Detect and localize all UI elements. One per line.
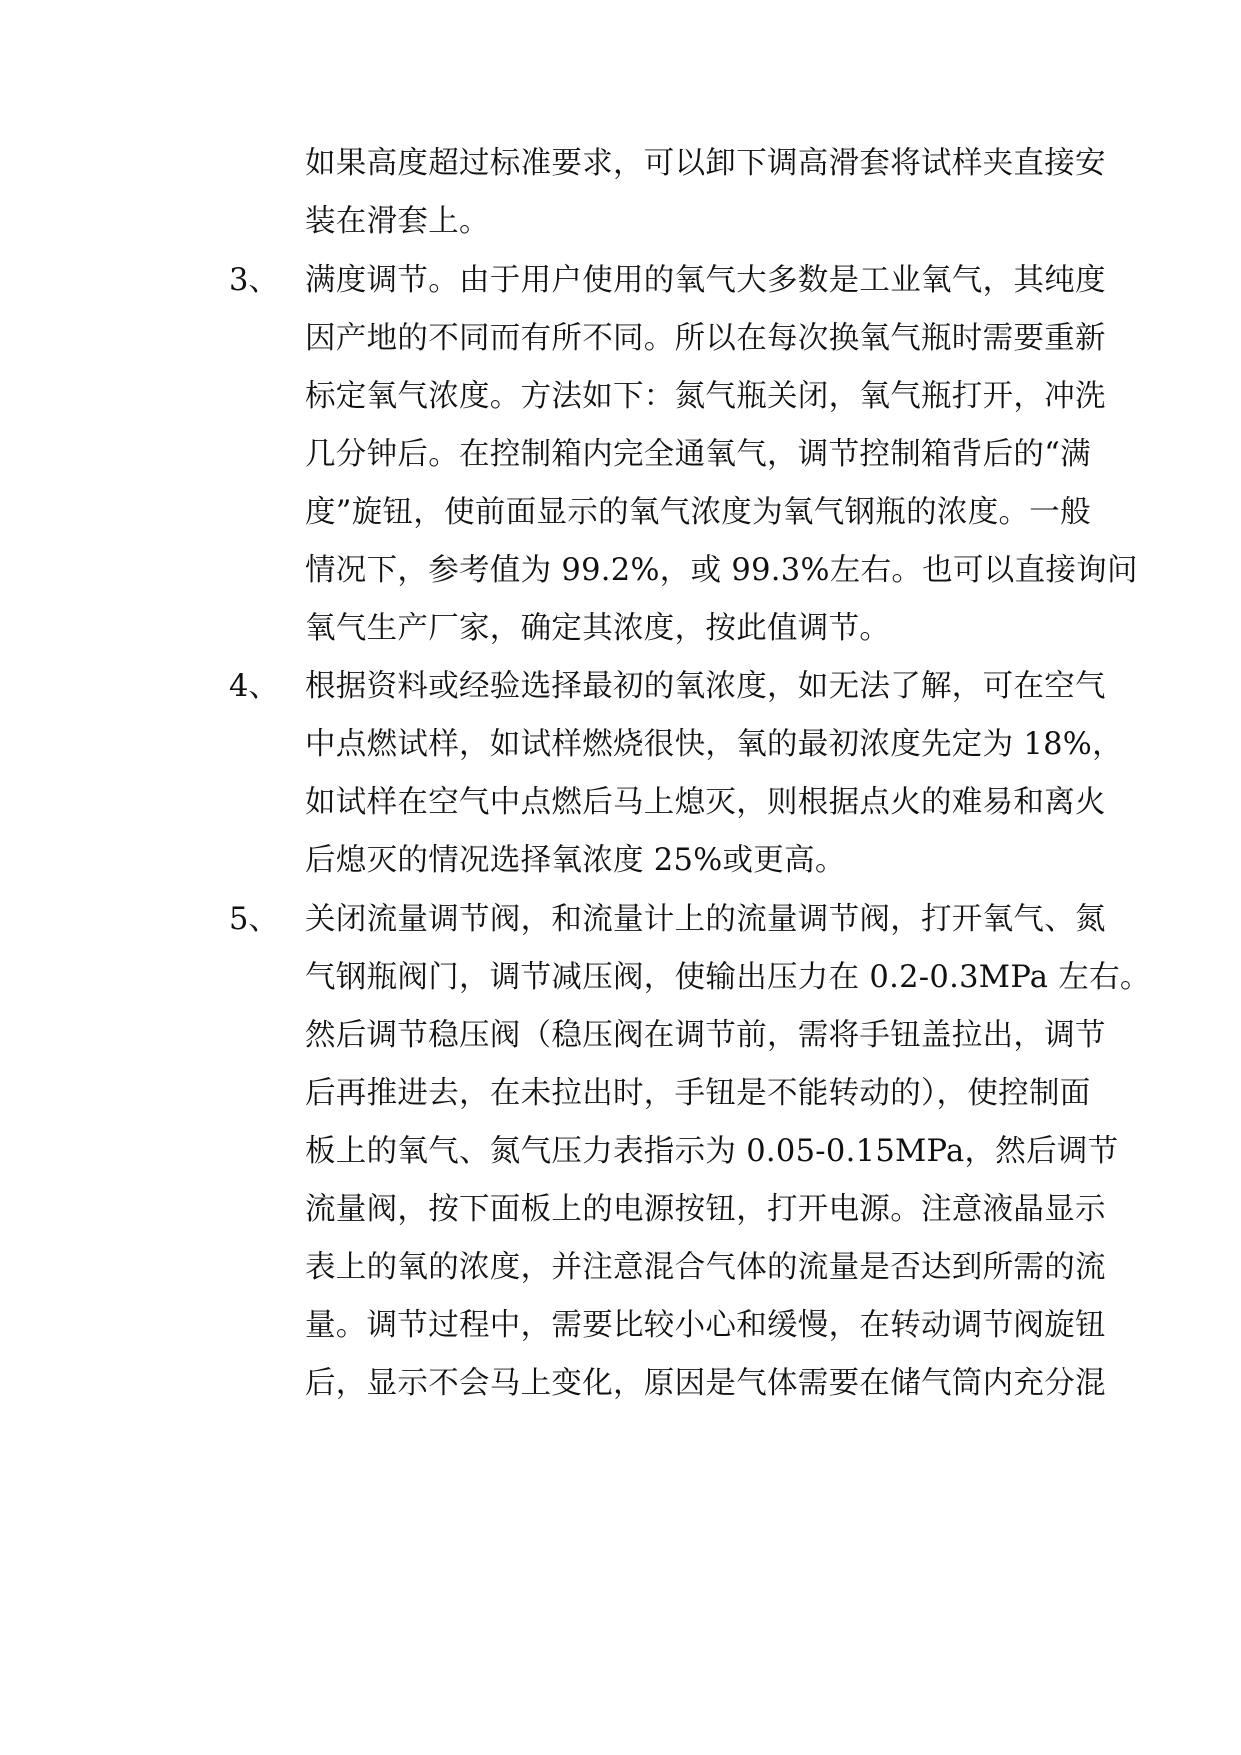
text-line: 情况下，参考值为 99.2%，或 99.3%左右。也可以直接询问: [305, 553, 1138, 588]
text-line: 关闭流量调节阀，和流量计上的流量调节阀，打开氧气、氮: [305, 902, 1106, 937]
text-line: 氧气生产厂家，确定其浓度，按此值调节。: [305, 611, 891, 646]
text-line: 后熄灭的情况选择氧浓度 25%或更高。: [305, 843, 846, 878]
text-line: 几分钟后。在控制箱内完全通氧气，调节控制箱背后的“满: [305, 437, 1091, 472]
text-line: 标定氧气浓度。方法如下：氮气瓶关闭，氧气瓶打开，冲洗: [305, 379, 1106, 414]
text-line: 中点燃试样，如试样燃烧很快，氧的最初浓度先定为 18%，: [305, 727, 1123, 762]
text-line: 然后调节稳压阀（稳压阀在调节前，需将手钮盖拉出，调节: [305, 1018, 1106, 1053]
text-line: 如试样在空气中点燃后马上熄灭，则根据点火的难易和离火: [305, 785, 1106, 820]
list-item-number: 4、: [229, 669, 279, 704]
text-line: 后再推进去，在未拉出时，手钮是不能转动的），使控制面: [305, 1076, 1091, 1111]
text-line: 量。调节过程中，需要比较小心和缓慢，在转动调节阀旋钮: [305, 1308, 1106, 1343]
text-line: 根据资料或经验选择最初的氧浓度，如无法了解，可在空气: [305, 669, 1106, 704]
text-line: 度”旋钮，使前面显示的氧气浓度为氧气钢瓶的浓度。一般: [305, 495, 1091, 530]
text-line: 板上的氧气、氮气压力表指示为 0.05-0.15MPa，然后调节: [305, 1134, 1119, 1169]
text-line: 装在滑套上。: [305, 204, 490, 239]
list-item-number: 5、: [229, 902, 279, 937]
text-line: 后，显示不会马上变化，原因是气体需要在储气筒内充分混: [305, 1366, 1106, 1401]
list-item-number: 3、: [229, 263, 279, 298]
text-line: 表上的氧的浓度，并注意混合气体的流量是否达到所需的流: [305, 1250, 1106, 1285]
text-line: 因产地的不同而有所不同。所以在每次换氧气瓶时需要重新: [305, 321, 1106, 356]
text-line: 气钢瓶阀门，调节减压阀，使输出压力在 0.2-0.3MPa 左右。: [305, 960, 1151, 995]
text-line: 流量阀，按下面板上的电源按钮，打开电源。注意液晶显示: [305, 1192, 1106, 1227]
text-line: 如果高度超过标准要求，可以卸下调高滑套将试样夹直接安: [305, 146, 1106, 181]
text-line: 满度调节。由于用户使用的氧气大多数是工业氧气，其纯度: [305, 263, 1106, 298]
